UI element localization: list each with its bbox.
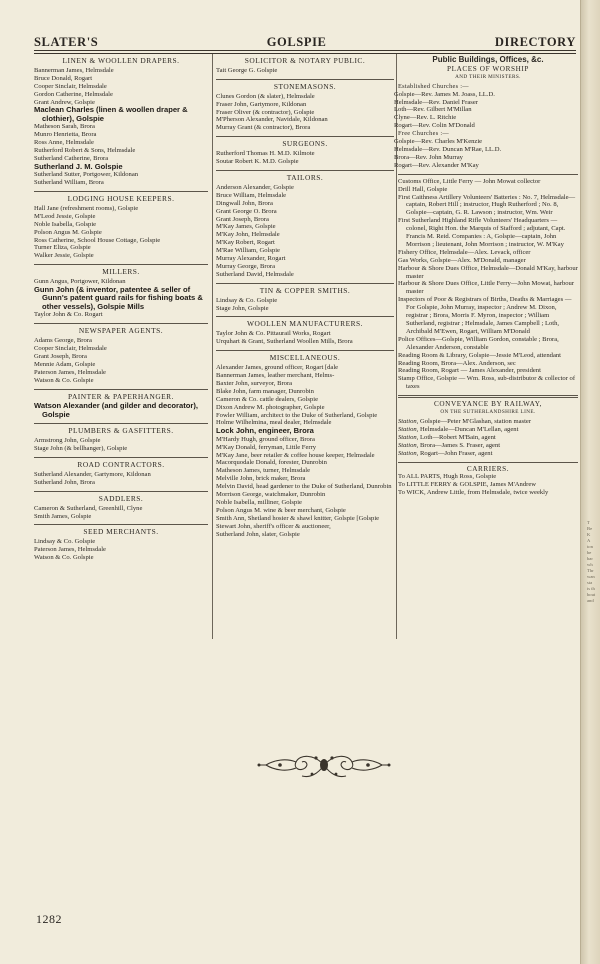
- directory-entry: M'Kay John, Helmsdale: [216, 231, 280, 239]
- header-rule-thin: [34, 53, 576, 54]
- edge-fragment: T: [587, 520, 590, 525]
- station-label: Station,: [398, 417, 419, 425]
- directory-entry: Sutherland Sutter, Portgower, Kildonan: [34, 171, 139, 179]
- directory-entry: Matheson James, turner, Helmsdale: [216, 467, 311, 475]
- header-rule: [34, 50, 576, 51]
- directory-entry: M'Rae William, Golspie: [216, 247, 280, 255]
- office-entry: Inspectors of Poor & Registrars of Births, Deaths & Marriages — For Golspie, John Murray, inspector ; Andrew M. Dixon, registrar ; Brora, Morris F. Myron, inspector ; William Sutherland, registrar ; Helmsdale, James Campbell ; Loth, Archibald M'Ewen, Rogart, William M'Donald: [398, 296, 572, 335]
- directory-entry: Maclean Charles (linen & woollen draper & clothier), Golspie: [34, 105, 188, 123]
- directory-entry: Smith Ann, Shetland hosier & shawl knitter, Golspie [Golspie: [216, 514, 380, 522]
- running-head: [34, 35, 576, 50]
- directory-entry: Taylor John & Co. Rogart: [34, 311, 103, 319]
- section-divider: [398, 395, 578, 398]
- worship-title: PLACES OF WORSHIP: [447, 64, 529, 73]
- office-entry: Harbour & Shore Dues Office, Little Ferry—John Mowat, harbour master: [398, 280, 575, 296]
- directory-section: [216, 320, 394, 346]
- directory-entry: Cameron & Co. cattle dealers, Golspie: [216, 395, 318, 403]
- edge-fragment: K: [587, 532, 591, 537]
- directory-entry: Rutherford Thomas H. M.D. Kilmote: [216, 150, 315, 158]
- section-title: MISCELLANEOUS.: [269, 353, 341, 363]
- directory-section: [34, 57, 208, 187]
- directory-entry: Smith James, Golspie: [34, 512, 92, 520]
- tailpiece-ornament: [256, 748, 392, 782]
- directory-entry: Watson & Co. Golspie: [34, 554, 94, 562]
- office-entry: Reading Room, Rogart — James Alexander, president: [398, 367, 541, 375]
- section-title: LINEN & WOOLLEN DRAPERS.: [62, 56, 180, 65]
- office-entry: Reading Room & Library, Golspie—Jessie M'Leod, attendant: [398, 351, 562, 359]
- column-trades-1: [34, 56, 208, 565]
- directory-entry: Ross Anne, Helmsdale: [34, 139, 94, 147]
- office-entry: Reading Room, Brora—Alex. Anderson, sec: [398, 359, 516, 367]
- office-entry: Stamp Office, Golspie — Wm. Ross, sub-distributor & collector of taxes: [398, 375, 576, 391]
- section-title: NEWSPAPER AGENTS.: [78, 326, 164, 336]
- directory-entry: M'Kay James, Golspie: [216, 223, 276, 231]
- worship-entry: Loth—Rev. Gilbert M'Millan: [394, 106, 472, 114]
- section-divider: [34, 423, 208, 424]
- section-title: WOOLLEN MANUFACTURERS.: [247, 319, 363, 329]
- directory-entry: Noble Isabella, Golspie: [34, 220, 97, 228]
- directory-entry: Munro Henrietta, Brora: [34, 131, 97, 139]
- edge-fragment: A: [587, 538, 591, 543]
- section-title: SEED MERCHANTS.: [83, 527, 159, 537]
- directory-entry: Alexander James, ground officer, Rogart [dale: [216, 364, 339, 372]
- directory-entry: M'Hardy Hugh, ground officer, Brora: [216, 435, 315, 443]
- directory-entry: Paterson James, Helmsdale: [34, 546, 106, 554]
- directory-entry: Urquhart & Grant, Sutherland Woollen Mills, Brora: [216, 338, 353, 346]
- worship-list: [394, 82, 578, 170]
- directory-entry: Cooper Sinclair, Helmsdale: [34, 82, 107, 90]
- station-label: Station,: [398, 425, 419, 433]
- directory-entry: Clunes Gordon (& slater), Helmsdale: [216, 92, 315, 100]
- directory-entry: Murray Grant (& contractor), Brora: [216, 124, 311, 132]
- worship-entry: Helmsdale—Rev. Daniel Fraser: [394, 98, 478, 106]
- edge-fragment: be: [587, 550, 592, 555]
- directory-entry: Sutherland William, Brora: [34, 179, 104, 187]
- carrier-entry: To ALL PARTS, Hugh Ross, Golspie: [398, 473, 497, 481]
- section-title: ROAD CONTRACTORS.: [77, 459, 165, 469]
- worship-entry: Clyne—Rev. L. Ritchie: [394, 114, 457, 122]
- directory-entry: M'Kay Robert, Rogart: [216, 239, 275, 247]
- railway-entry: Station, Brora—James S. Fraser, agent: [398, 441, 501, 449]
- edge-fragment: wh: [587, 562, 593, 567]
- carriers-title: CARRIERS.: [466, 464, 510, 473]
- directory-entry: Watson & Co. Golspie: [34, 376, 94, 384]
- carrier-entry: To LITTLE FERRY & GOLSPIE, James M'Andrew: [398, 481, 537, 489]
- directory-entry: Lindsay & Co. Golspie: [216, 296, 278, 304]
- station-label: Station,: [398, 449, 419, 457]
- station-label: Station,: [398, 441, 419, 449]
- railway-title: CONVEYANCE BY RAILWAY,: [433, 400, 543, 409]
- directory-entry: Grant George O. Brora: [216, 207, 277, 215]
- directory-entry: Bruce William, Helmsdale: [216, 191, 287, 199]
- page-number: 1282: [36, 912, 62, 926]
- column-public-buildings: [394, 55, 578, 497]
- railway-subtitle: ON THE SUTHERLANDSHIRE LINE.: [440, 409, 536, 416]
- directory-section: [34, 427, 208, 453]
- directory-entry: Stewart John, sheriff's officer & auctioneer,: [216, 522, 331, 530]
- directory-section: [216, 287, 394, 313]
- section-divider: [34, 457, 208, 458]
- section-title: TIN & COPPER SMITHS.: [259, 285, 351, 295]
- directory-section: [34, 268, 208, 319]
- worship-entry: Rogart—Rev. Alexander M'Kay: [394, 161, 479, 169]
- worship-entry: Established Churches :—: [398, 82, 469, 90]
- directory-entry: Gordon Catherine, Helmsdale: [34, 90, 113, 98]
- directory-section: [34, 327, 208, 384]
- directory-section: [34, 528, 208, 562]
- directory-entry: Hall Jane (refreshment rooms), Golspie: [34, 204, 139, 212]
- section-divider: [34, 389, 208, 390]
- worship-entry: Golspie—Rev. James M. Joass, LL.D.: [394, 90, 495, 98]
- column-divider-1: [212, 54, 213, 639]
- directory-entry: Matheson Sarah, Brora: [34, 123, 95, 131]
- directory-entry: Fraser John, Gartymore, Kildonan: [216, 100, 307, 108]
- directory-entry: Grant Andrew, Golspie: [34, 98, 95, 106]
- section-divider: [216, 283, 394, 284]
- directory-entry: Turner Eliza, Golspie: [34, 244, 91, 252]
- section-divider: [398, 462, 578, 463]
- column-trades-2: [216, 56, 394, 542]
- directory-entry: Adams George, Brora: [34, 337, 92, 345]
- section-title: SURGEONS.: [282, 139, 328, 149]
- directory-entry: Sutherland Alexander, Gartymore, Kildonan: [34, 470, 151, 478]
- directory-entry: Baxter John, surveyor, Brora: [216, 379, 293, 387]
- carrier-entry: To WICK, Andrew Little, from Helmsdale, twice weekly: [398, 489, 549, 497]
- railway-entry: Station, Rogart—John Fraser, agent: [398, 449, 493, 457]
- directory-entry: Tait George G. Golspie: [216, 66, 278, 74]
- worship-entry: Golspie—Rev. Charles M'Kenzie: [394, 138, 483, 146]
- edge-fragment: Thr: [587, 568, 594, 573]
- directory-entry: Melville John, brick maker, Brora: [216, 475, 306, 483]
- directory-entry: Murray George, Brora: [216, 262, 276, 270]
- directory-entry: Stage John (& bellhanger), Golspie: [34, 445, 128, 453]
- directory-entry: Fowler William, architect to the Duke of Sutherland, Golspie: [216, 411, 378, 419]
- section-divider: [216, 316, 394, 317]
- directory-entry: Gunn Angus, Portgower, Kildonan: [34, 278, 126, 286]
- directory-entry: Taylor John & Co. Pittaurail Works, Rogart: [216, 330, 331, 338]
- directory-section: [34, 495, 208, 521]
- directory-entry: Lindsay & Co. Golspie: [34, 538, 96, 546]
- directory-entry: Rutherford Robert & Sons, Helmsdale: [34, 146, 136, 154]
- section-divider: [216, 170, 394, 171]
- worship-entry: Free Churches :—: [398, 130, 449, 138]
- office-entry: First Caithness Artillery Volunteers' Batteries : No. 7, Helmsdale—captain, Robert Hill ; instructor, Hugh Rutherford ; No. 8, Golspie—captain, G. R. Lawson ; instructor, Wm. Weir: [398, 193, 576, 217]
- section-title: SADDLERS.: [98, 493, 144, 503]
- directory-entry: Anderson Alexander, Golspie: [216, 183, 294, 191]
- section-title: STONEMASONS.: [273, 81, 337, 91]
- header-right: DIRECTORY: [494, 35, 576, 49]
- adjacent-page-edge: [580, 0, 600, 964]
- edge-fragment: Be: [587, 526, 593, 531]
- directory-entry: Melvin David, head gardener to the Duke of Sutherland, Dunrobin: [216, 483, 392, 491]
- directory-entry: Watson Alexander (and gilder and decorator), Golspie: [34, 401, 198, 419]
- edge-fragment: bar: [587, 556, 593, 561]
- directory-section: [216, 174, 394, 279]
- header-left: SLATER'S: [34, 35, 99, 49]
- directory-entry: Blake John, farm manager, Dunrobin: [216, 387, 314, 395]
- directory-entry: Cameron & Sutherland, Greenhill, Clyne: [34, 504, 143, 512]
- offices-list: [398, 178, 578, 391]
- office-entry: Fishery Office, Helmsdale—Alex. Levack, officer: [398, 248, 531, 256]
- directory-entry: Grant Joseph, Brora: [216, 215, 269, 223]
- section-title: LODGING HOUSE KEEPERS.: [67, 194, 175, 203]
- directory-entry: Sutherland John, slater, Golspie: [216, 530, 300, 538]
- directory-section: [216, 140, 394, 166]
- directory-entry: Holme Wilhelmina, meal dealer, Helmsdale: [216, 419, 332, 427]
- directory-entry: Stage John, Golspie: [216, 304, 269, 312]
- directory-entry: M'Leod Jessie, Golspie: [34, 212, 96, 220]
- railway-entry: Station, Helmsdale—Duncan M'Lellan, agent: [398, 425, 519, 433]
- office-entry: Drill Hall, Golspie: [398, 185, 448, 193]
- directory-entry: Mennie Adam, Golspie: [34, 360, 96, 368]
- directory-entry: Macorquodale Donald, forester, Dunrobin: [216, 459, 327, 467]
- edge-fragment: bout: [587, 592, 596, 597]
- edge-fragment: and: [587, 598, 594, 603]
- edge-fragment: wan: [587, 574, 595, 579]
- directory-entry: Bruce Donald, Rogart: [34, 74, 93, 82]
- directory-entry: Paterson James, Helmsdale: [34, 368, 106, 376]
- directory-entry: Noble Isabella, milliner, Golspie: [216, 499, 302, 506]
- office-entry: First Sutherland Highland Rifle Volunteers' Headquarters — colonel, Right Hon. the Marquis of Stafford ; adjutant, Capt. Francis M. Reid. Companies : A, Golspie—captain, John Morrison ; lieutenant, John Morrison ; instructor, W. M'Kay: [398, 217, 566, 248]
- directory-entry: Bannerman James, leather merchant, Helms-: [216, 372, 335, 379]
- office-entry: Customs Office, Little Ferry — John Mowat collector: [398, 177, 541, 185]
- directory-entry: Gunn John (& inventor, patentee & seller of Gunn's patent guard rails for fishing boats & other vessels), Golspie Mills: [34, 285, 203, 311]
- public-buildings-heading: Public Buildings, Offices, &c.: [432, 55, 544, 64]
- section-title: MILLERS.: [102, 267, 140, 277]
- directory-section: [216, 57, 394, 75]
- office-entry: Police Offices—Golspie, William Gordon, constable ; Brora, Alexander Anderson, constable: [398, 335, 559, 351]
- railway-entry: Station, Loth—Robert M'Bain, agent: [398, 433, 496, 441]
- office-entry: Gas Works, Golspie—Alex. M'Donald, manager: [398, 256, 526, 264]
- directory-entry: Sutherland John, Brora: [34, 478, 95, 486]
- section-divider: [34, 191, 208, 192]
- directory-entry: M'Pherson Alexander, Navidale, Kildonan: [216, 116, 328, 124]
- directory-entry: Cooper Sinclair, Helmsdale: [34, 345, 107, 352]
- directory-entry: Fraser Oliver (& contractor), Golspie: [216, 108, 315, 116]
- directory-entry: Murray Alexander, Rogart: [216, 255, 286, 263]
- directory-entry: Grant Joseph, Brora: [34, 352, 87, 360]
- directory-section: [216, 83, 394, 132]
- section-divider: [34, 524, 208, 525]
- header-center: GOLSPIE: [266, 35, 327, 49]
- edge-fragment: is th: [587, 586, 595, 591]
- section-divider: [34, 323, 208, 324]
- directory-entry: Sutherland David, Helmsdale: [216, 270, 294, 278]
- worship-entry: Brora—Rev. John Murray: [394, 153, 463, 161]
- directory-entry: Sutherland Catherine, Brora: [34, 154, 109, 162]
- directory-entry: Polson Angus M. wine & beer merchant, Golspie: [216, 506, 346, 514]
- directory-entry: M'Kay Jane, beer retailer & coffee house keeper, Helmsdale: [216, 451, 375, 459]
- section-divider: [398, 174, 578, 175]
- worship-subtitle: AND THEIR MINISTERS.: [455, 73, 521, 80]
- directory-section: [216, 354, 394, 538]
- directory-entry: Dixon Andrew M. photographer, Golspie: [216, 403, 325, 411]
- directory-section: [34, 461, 208, 487]
- office-entry: Harbour & Shore Dues Office, Helmsdale—Donald M'Kay, harbour master: [398, 264, 578, 280]
- carriers-list: [398, 473, 578, 497]
- directory-section: [34, 393, 208, 420]
- directory-entry: Walker Jessie, Golspie: [34, 252, 94, 260]
- directory-entry: Sutherland J. M. Golspie: [34, 161, 123, 171]
- directory-entry: Bannerman James, Helmsdale: [34, 66, 114, 74]
- section-title: PAINTER & PAPERHANGER.: [68, 391, 174, 401]
- directory-entry: Lock John, engineer, Brora: [216, 426, 314, 436]
- directory-entry: Dingwall John, Brora: [216, 199, 273, 207]
- worship-entry: Helmsdale—Rev. Duncan M'Rae, LL.D.: [394, 145, 502, 153]
- section-title: SOLICITOR & NOTARY PUBLIC.: [244, 56, 366, 65]
- section-divider: [216, 350, 394, 351]
- directory-entry: Ross Catherine, School House Cottage, Golspie: [34, 236, 161, 244]
- directory-section: [34, 195, 208, 260]
- edge-fragment: ton: [587, 544, 593, 549]
- section-title: PLUMBERS & GASFITTERS.: [68, 426, 174, 436]
- railway-list: [398, 418, 578, 458]
- directory-entry: Soutar Robert K. M.D. Golspie: [216, 158, 299, 166]
- edge-fragment: sta: [587, 580, 593, 585]
- section-title: TAILORS.: [286, 172, 324, 182]
- station-label: Station,: [398, 433, 419, 441]
- directory-entry: Polson Angus M. Golspie: [34, 228, 102, 236]
- directory-entry: Morrison George, watchmaker, Dunrobin: [216, 491, 326, 499]
- adjacent-page-fragments: [587, 520, 599, 604]
- section-divider: [216, 136, 394, 137]
- directory-entry: Armstrong John, Golspie: [34, 437, 101, 445]
- section-divider: [34, 264, 208, 265]
- worship-entry: Rogart—Rev. Colin M'Donald: [394, 122, 475, 130]
- section-divider: [34, 491, 208, 492]
- directory-entry: M'Kay Donald, ferryman, Little Ferry: [216, 443, 317, 451]
- section-divider: [216, 79, 394, 80]
- railway-entry: Station, Golspie—Peter M'Glashan, station master: [398, 417, 532, 425]
